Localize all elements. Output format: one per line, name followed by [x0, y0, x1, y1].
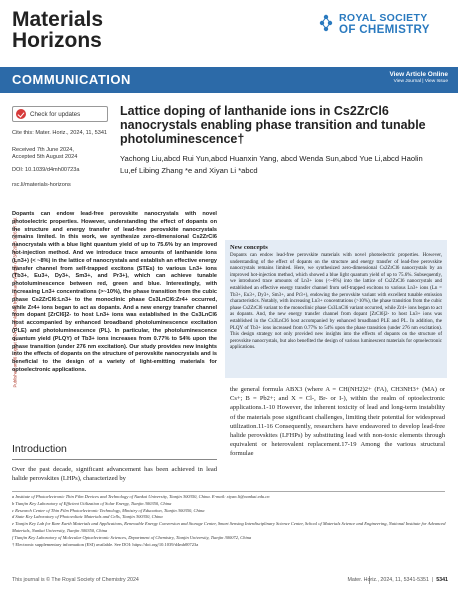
- footer-copyright: This journal is © The Royal Society of Chemistry 2024: [12, 577, 139, 583]
- section-heading-introduction: Introduction: [12, 443, 67, 455]
- cite-this: Cite this: Mater. Horiz., 2024, 11, 5341: [12, 130, 108, 136]
- page-number: 5341: [436, 577, 448, 583]
- journal-title-line1: Materials: [12, 8, 104, 31]
- download-stamp: Published on 06 August 2024. Downloaded by Nankai University on 3/4/2025 3:26:17 AM.: [12, 216, 18, 388]
- journal-site-link[interactable]: rsc.li/materials-horizons: [12, 182, 71, 188]
- received-date: Received 7th June 2024,: [12, 147, 74, 153]
- footnote-item: b Tianjin Key Laboratory of Efficient Utilization of Solar Energy, Tianjin 300350, China: [12, 500, 172, 506]
- footnote-esi[interactable]: † Electronic supplementary information (ESI) available. See DOI: https://doi.org/10.1039/d4mh00723a: [12, 541, 199, 547]
- footnote-item: d State Key Laboratory of Photovoltaic Materials and Cells, Tianjin 300350, China: [12, 514, 163, 520]
- article-type-banner: [0, 67, 458, 93]
- view-journal-issue-links[interactable]: View Journal | View Issue: [393, 79, 448, 84]
- new-concepts-box: [225, 240, 447, 378]
- affiliation-footnotes: [12, 494, 448, 548]
- body-text-right: the general formula ABX3 (where A = CH(NH2)2+ (FA), CH3NH3+ (MA) or Cs+; B = Pb2+; and X = Cl-, Br- or I-), within the realm of optoelectronic applications.1-10 However, the inherent toxicity of lead and long-term instability of the materials pose significant challenges, limiting their potential for widespread utilization.11-16 Consequently, researchers have endeavored to develop lead-free halide perovskites (LFHPs) by substituting lead with non-toxic elements through equivalent or heterovalent replacement.17-19 Among the various structural formulae: [230, 386, 445, 458]
- journal-title-line2: Horizons: [12, 29, 102, 52]
- rsc-name-line2: OF CHEMISTRY: [339, 23, 430, 36]
- author-list: Yachong Liu,abcd Rui Yun,abcd Huanxin Yang, abcd Wenda Sun,abcd Yue Li,abcd Haolin Lu,ef Libing Zhang *e and Xiyan Li *abcd: [120, 154, 423, 175]
- footer-citation: Mater. Horiz., 2024, 11, 5341-5351 | 5341: [347, 577, 448, 583]
- new-concepts-body: Dopants can endow lead-free perovskite materials with novel photoelectric properties. However, understanding of the effect of dopants on the structure and energy transfer of lead-free perovskite nanocrystals remains limited. Here, we synthesized zero-dimensional Cs2ZrCl6 nanocrystals by an improved hot-injection method, which showed a blue light quantum yield of up to 75.6%. Subsequently, we introduced trace amounts of Ln3+ ions (<~8%) into the lattice of Cs2ZrCl6 nanocrystals and established an effective energy transfer channel from self-trapped excitons to various Ln3+ ions (Ln = Tb3+, Eu3+, Dy3+, Sm3+, and Pr3+), endowing the perovskite variant with excellent tunable emission characteristics. Notably, with increasing Ln3+ concentrations (>10%), the phase transition from the cubic phase Cs2ZrCl6 variant to the monoclinic phase Cs3LnCl6 variant occurred, while Zr4+ ions began to act as dopants. And, the new energy transfer channel from dopant [ZrCl6]2- to host Ln3+ ions was established in the Cs3LnCl6 host accompanied by enhanced broadband PLE and PL. In addition, the PLQY of Tb3+ ions increased from 0.77% to 54% upon the phase transition (under 276 nm excitation). This design strategy not only provided new insights into the effects of dopants on the structure of perovskite nanocrystals, but also benefited the design of various luminescent materials for optoelectronic applications.: [230, 253, 442, 351]
- footnote-divider: [12, 491, 445, 492]
- footnote-item: f Tianjin Key Laboratory of Molecular Optoelectronic Sciences, Department of Chemistry, Tianjin University, Tianjin 300072, China: [12, 534, 252, 540]
- check-updates-label: Check for updates: [30, 110, 81, 118]
- article-type-label: COMMUNICATION: [12, 72, 131, 87]
- view-article-online-link[interactable]: View Article Online: [389, 71, 448, 78]
- doi-link[interactable]: DOI: 10.1039/d4mh00723a: [12, 167, 80, 173]
- body-text-left: Over the past decade, significant advancement has been achieved in lead halide perovskites (LHPs), characterized by: [12, 466, 217, 483]
- heading-divider: [12, 459, 217, 460]
- new-concepts-title: New concepts: [230, 244, 268, 251]
- rsc-emblem-icon: [318, 13, 334, 35]
- article-title: Lattice doping of lanthanide ions in Cs2ZrCl6 nanocrystals enabling phase transition and tunable photoluminescence†: [120, 104, 426, 146]
- journal-title[interactable]: [12, 9, 103, 51]
- check-for-updates-button[interactable]: [12, 106, 108, 122]
- footnote-item: c Research Center of Thin Film Photoelectronic Technology, Ministry of Education, Tianjin 300350, China: [12, 507, 205, 513]
- rsc-name-line1: ROYAL SOCIETY: [339, 12, 428, 24]
- rsc-logo[interactable]: [318, 13, 430, 35]
- footnote-item: a Institute of Photoelectronic Thin Film Devices and Technology of Nankai University, Tianjin 300350, China. E-mail: xiyan.li@nankai.edu.cn: [12, 494, 270, 499]
- footnote-item: e Tianjin Key Lab for Rare Earth Materials and Applications, Renewable Energy Conversion and Storage Center, Smart Sensing Interdisciplinary Science Center, School of Materials Science and Engineering, National Institute for Advanced Materials, Nankai University, Tianjin 300350, China: [12, 521, 446, 533]
- check-badge-icon: [16, 109, 26, 119]
- accepted-date: Accepted 5th August 2024: [12, 154, 78, 160]
- abstract: Dopants can endow lead-free perovskite nanocrystals with novel photoelectric properties. However, understanding the effect of dopants on the structure and energy transfer of lead-free perovskite nanocrystals remains limited. In this work, we synthesize zero-dimensional Cs2ZrCl6 nanocrystals with a blue light quantum yield of up to 75.6% by an improved hot-injection method. And we introduce trace amounts of lanthanide ions (Ln3+) (< ~8%) in the lattice of nanocrystals and establish an effective energy transfer channel from self-trapped excitons (STEs) to various Ln3+ ions (Tb3+, Eu3+, Dy3+, Sm3+, and Pr3+), which can achieve tunable photoluminescence between red, green and blue. Interestingly, with increasing Ln3+ concentrations (>~10%), the phase transition from the cubic phase Cs2ZrCl6:Ln3+ to the monoclinic phase Cs3LnCl6:Zr4+ occurred, while Zr4+ ions began to act as dopants. And a new energy transfer channel from dopant [ZrCl6]2- to host Ln3+ ions was established in the Cs3LnCl6 host accompanied by enhanced broadband photoluminescence excitation (PLE) and photoluminescence (PL). In particular, the photoluminescence quantum yield (PLQY) of Tb3+ ions increases from 0.77% to 54% upon the phase transition (under 276 nm excitation). Our study provides new insights into the effects of dopants on the structure of perovskite nanocrystals and is beneficial to the design of a variety of light-emitting materials for optoelectronic applications.: [12, 211, 218, 373]
- footer-journal-ref: Mater. Horiz., 2024, 11, 5341-5351: [347, 577, 429, 583]
